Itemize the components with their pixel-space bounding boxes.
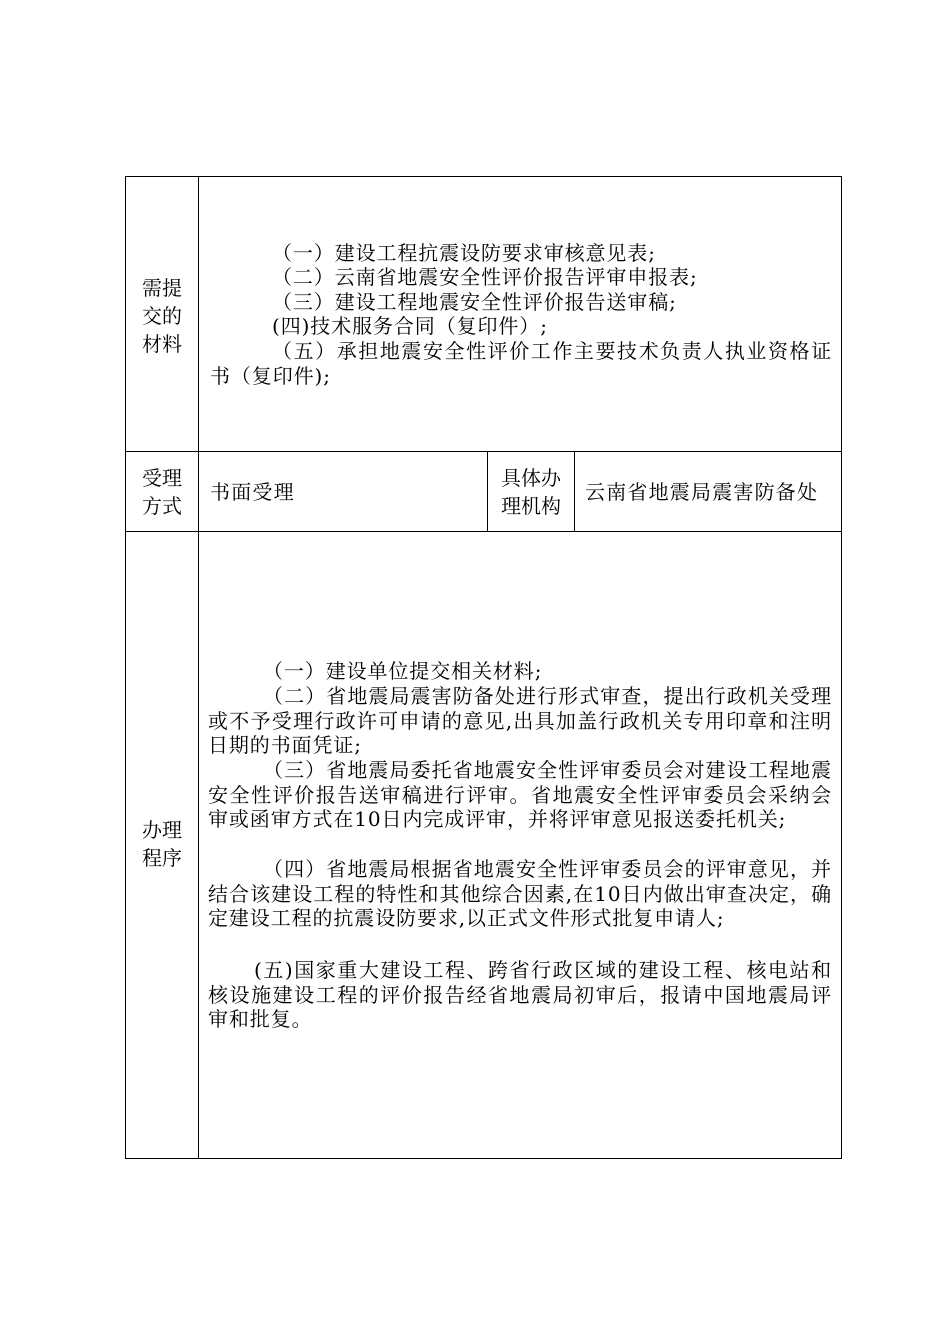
procedure-label [126,816,198,872]
agency-label [488,464,574,520]
materials-item-4: (四)技术服务合同（复印件）; [272,314,548,338]
materials-label-line3: 材料 [142,332,182,356]
materials-item-3: （三）建设工程地震安全性评价报告送审稿; [272,290,677,314]
materials-item-2: （二）云南省地震安全性评价报告评审申报表; [272,265,698,289]
table-border-top [125,176,842,177]
materials-item-5: （五）承担地震安全性评价工作主要技术负责人执业资格证书（复印件); [210,339,832,388]
agency-value: 云南省地震局震害防备处 [585,480,819,504]
procedure-item-2: （二）省地震局震害防备处进行形式审查，提出行政机关受理或不予受理行政许可申请的意见,出具加盖行政机关专用印章和注明日期的书面凭证; [208,684,832,757]
acceptance-value: 书面受理 [210,480,295,504]
label-column-divider [198,176,199,1159]
acceptance-divider-2 [574,451,575,532]
procedure-item-4: （四）省地震局根据省地震安全性评审委员会的评审意见，并结合该建设工程的特性和其他综合因素,在10日内做出审查决定，确定建设工程的抗震设防要求,以正式文件形式批复申请人; [208,857,832,930]
procedure-item-3: （三）省地震局委托省地震安全性评审委员会对建设工程地震安全性评价报告送审稿进行评审。省地震安全性评审委员会采纳会审或函审方式在10日内完成评审，并将评审意见报送委托机关; [208,758,832,831]
table-border-right [841,176,842,1159]
procedure-item-5: (五)国家重大建设工程、跨省行政区域的建设工程、核电站和核设施建设工程的评价报告经省地震局初审后，报请中国地震局评审和批复。 [208,958,832,1031]
row-divider-1 [125,451,842,452]
materials-label-line2: 交的 [142,304,182,328]
acceptance-label [126,464,198,520]
agency-label-line1: 具体办 [501,466,561,490]
acceptance-label-line1: 受理 [142,466,182,490]
row-divider-2 [125,531,842,532]
materials-item-1: （一）建设工程抗震设防要求审核意见表; [272,241,656,265]
procedure-label-line2: 程序 [142,846,182,870]
acceptance-label-line2: 方式 [142,494,182,518]
procedure-label-line1: 办理 [142,818,182,842]
materials-label-line1: 需提 [142,276,182,300]
materials-label [126,274,198,358]
procedure-item-1: （一）建设单位提交相关材料; [263,659,543,683]
agency-label-line2: 理机构 [501,494,561,518]
table-border-bottom [125,1158,842,1159]
